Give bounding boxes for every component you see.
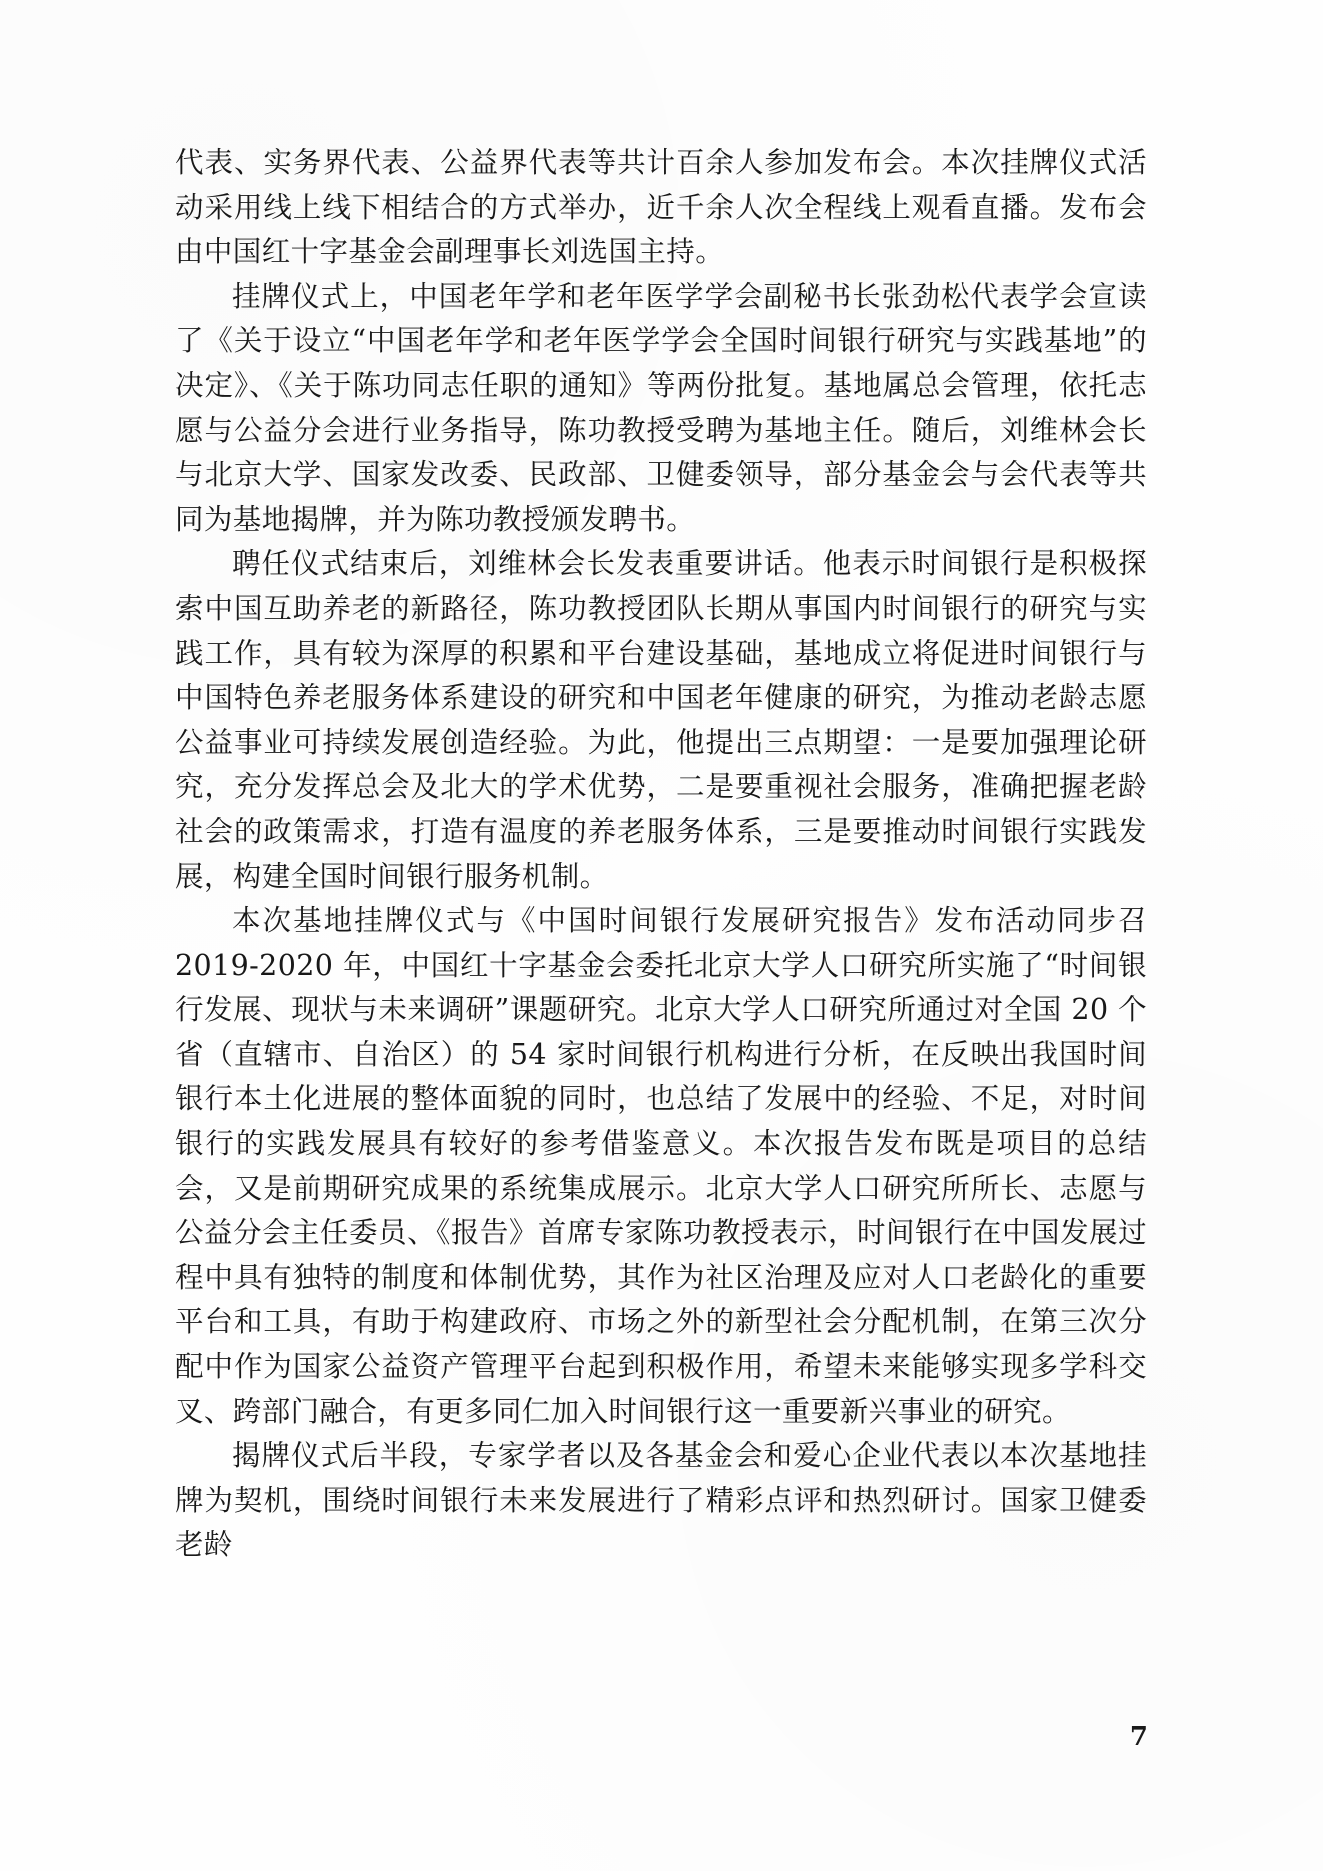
paragraph-5: 揭牌仪式后半段，专家学者以及各基金会和爱心企业代表以本次基地挂牌为契机，围绕时间银行未来发展进行了精彩点评和热烈研讨。国家卫健委老龄 <box>175 1439 1147 1562</box>
paragraph-1: 代表、实务界代表、公益界代表等共计百余人参加发布会。本次挂牌仪式活动采用线上线下相结合的方式举办，近千余人次全程线上观看直播。发布会由中国红十字基金会副理事长刘选国主持。 <box>175 146 1147 269</box>
body-text-column <box>175 141 1147 1568</box>
paragraph-4: 本次基地挂牌仪式与《中国时间银行发展研究报告》发布活动同步召2019-2020 年，中国红十字基金会委托北京大学人口研究所实施了“时间银行发展、现状与未来调研”课题研究。北京大学人口研究所通过对全国 20 个省（直辖市、自治区）的 54 家时间银行机构进行分析，在反映出我国时间银行本土化进展的整体面貌的同时，也总结了发展中的经验、不足，对时间银行的实践发展具有较好的参考借鉴意义。本次报告发布既是项目的总结会，又是前期研究成果的系统集成展示。北京大学人口研究所所长、志愿与公益分会主任委员、《报告》首席专家陈功教授表示，时间银行在中国发展过程中具有独特的制度和体制优势，其作为社区治理及应对人口老龄化的重要平台和工具，有助于构建政府、市场之外的新型社会分配机制，在第三次分配中作为国家公益资产管理平台起到积极作用，希望未来能够实现多学科交叉、跨部门融合，有更多同仁加入时间银行这一重要新兴事业的研究。 <box>175 904 1147 1428</box>
paragraph-3: 聘任仪式结束后，刘维林会长发表重要讲话。他表示时间银行是积极探索中国互助养老的新路径，陈功教授团队长期从事国内时间银行的研究与实践工作，具有较为深厚的积累和平台建设基础，基地成立将促进时间银行与中国特色养老服务体系建设的研究和中国老年健康的研究，为推动老龄志愿公益事业可持续发展创造经验。为此，他提出三点期望：一是要加强理论研究，充分发挥总会及北大的学术优势，二是要重视社会服务，准确把握老龄社会的政策需求，打造有温度的养老服务体系，三是要推动时间银行实践发展，构建全国时间银行服务机制。 <box>175 547 1147 893</box>
paragraph-2: 挂牌仪式上，中国老年学和老年医学学会副秘书长张劲松代表学会宣读了《关于设立“中国老年学和老年医学学会全国时间银行研究与实践基地”的决定》、《关于陈功同志任职的通知》等两份批复。基地属总会管理，依托志愿与公益分会进行业务指导，陈功教授受聘为基地主任。随后，刘维林会长与北京大学、国家发改委、民政部、卫健委领导，部分基金会与会代表等共同为基地揭牌，并为陈功教授颁发聘书。 <box>175 279 1147 536</box>
page-number: 7 <box>1129 1722 1148 1752</box>
